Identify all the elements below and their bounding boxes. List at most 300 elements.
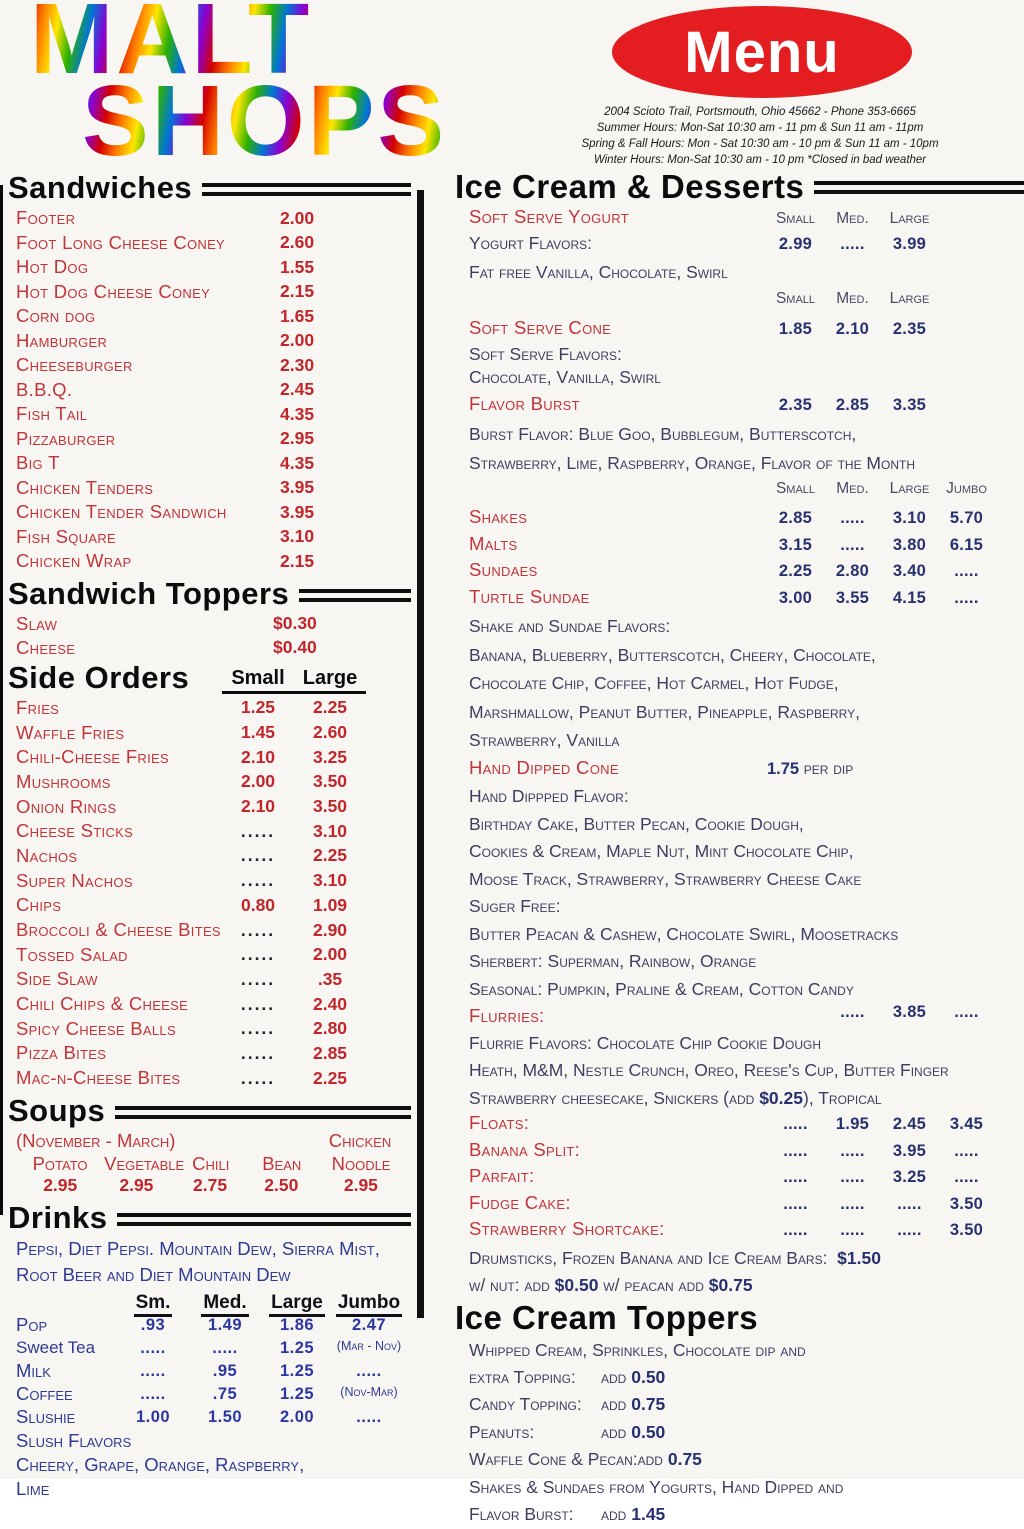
price-unit: per dip [803, 757, 854, 778]
item-price: 2.95 [280, 428, 315, 449]
item-name: Big T [16, 452, 60, 474]
price-jumbo: ..... [356, 1407, 382, 1426]
price: 3.10 [892, 509, 927, 527]
item-name: Tossed Salad [16, 943, 128, 965]
price: 3.55 [835, 588, 870, 607]
menu-item-row [8, 402, 411, 427]
menu-item-row [8, 720, 411, 745]
price: ..... [840, 1141, 865, 1160]
item-name: Chili Chips & Cheese [16, 993, 189, 1015]
drink-prices [117, 1316, 405, 1335]
item-prices [222, 697, 366, 718]
item-prices [222, 994, 366, 1015]
size-header: Med. [836, 210, 869, 227]
item-prices [767, 1221, 995, 1240]
add-word: add [601, 1504, 627, 1524]
item-name: Fries [16, 696, 60, 718]
price-small: ..... [240, 944, 276, 965]
price-sm: 1.00 [135, 1407, 171, 1426]
item-price: 1.65 [280, 305, 315, 326]
price: $0.25 [759, 1087, 803, 1108]
floats-row [455, 1112, 1024, 1139]
shakes-row [455, 506, 1024, 533]
soups-season-row [8, 1129, 411, 1153]
item-prices [767, 1003, 995, 1022]
flavor-line: Butter Peacan & Cashew, Chocolate Swirl, Moosetracks [469, 923, 899, 944]
price-large: 3.50 [312, 771, 348, 792]
topper-label: extra Topping: [469, 1366, 576, 1387]
drinks-title: Drinks [8, 1199, 108, 1235]
price-small: 2.10 [240, 796, 276, 817]
item-name: Chips [16, 894, 62, 916]
shop-logo [30, 0, 448, 177]
menu-item-row [8, 280, 411, 305]
price: 3.95 [892, 1141, 927, 1160]
item-price: 2.00 [280, 207, 315, 228]
price-med: ..... [212, 1338, 238, 1357]
price: ..... [954, 1168, 979, 1186]
soups-title: Soups [8, 1092, 106, 1128]
menu-item-row [8, 893, 411, 918]
price-large: 1.25 [279, 1384, 315, 1403]
flavor-line: Moose Track, Strawberry, Strawberry Cheese Cake [469, 868, 862, 889]
price-large: 2.90 [312, 919, 348, 940]
drink-name: Milk [16, 1360, 51, 1381]
price: 0.50 [631, 1421, 666, 1442]
hours-line: Summer Hours: Mon-Sat 10:30 am - 11 pm & Sun 11 am - 11pm [596, 122, 924, 134]
price: 3.99 [892, 234, 927, 253]
price: 6.15 [949, 535, 984, 554]
soup-price: 2.50 [264, 1174, 299, 1195]
item-name: Footer [16, 207, 76, 229]
item-name: Soft Serve Cone [469, 316, 612, 338]
menu-badge-label: Menu [684, 19, 840, 85]
item-name: Pizza Bites [16, 1042, 107, 1064]
item-prices [767, 562, 995, 581]
cone-size-header-row [455, 290, 1024, 317]
item-name: Cheeseburger [16, 354, 133, 376]
menu-item-row [8, 378, 411, 403]
soups-header [8, 1093, 411, 1129]
menu-item-row [8, 255, 411, 280]
price: 2.25 [778, 562, 813, 580]
menu-item-row [8, 967, 411, 992]
item-prices [767, 589, 995, 608]
price-small: ..... [240, 968, 276, 989]
cone-flavors-label: Soft Serve Flavors: [469, 344, 622, 364]
item-prices [222, 821, 366, 842]
flavor-line: Cookies & Cream, Maple Nut, Mint Chocolate Chip, [469, 841, 854, 861]
item-name: Hamburger [16, 329, 108, 351]
col-header-med: Med. [201, 1292, 248, 1317]
drinks-list [8, 1314, 411, 1429]
price: ..... [954, 1003, 979, 1021]
menu-item-row [8, 1016, 411, 1041]
item-prices [222, 747, 366, 768]
item-name: Flavor Burst [469, 393, 580, 414]
soup-price: 2.95 [43, 1174, 78, 1195]
item-prices [767, 320, 995, 339]
price-large: 2.60 [312, 722, 348, 743]
menu-item-row [8, 844, 411, 869]
item-name: Chicken Wrap [16, 550, 132, 572]
price-large: 3.10 [312, 870, 348, 891]
item-name: Cheese [16, 636, 76, 658]
price-small: 1.45 [240, 722, 276, 743]
drink-prices [117, 1408, 405, 1427]
flavor-line: Shake and Sundae Flavors: [469, 616, 671, 636]
sandwiches-header [8, 170, 411, 206]
price: 2.99 [778, 234, 813, 253]
price: 0.75 [631, 1394, 666, 1414]
menu-item-row [8, 451, 411, 476]
item-price: 2.00 [280, 330, 315, 351]
scan-artifact-strip [0, 185, 3, 1215]
price: $1.50 [837, 1247, 881, 1268]
toppers-list [455, 1364, 1024, 1474]
drink-row [8, 1406, 411, 1429]
price-large: 1.86 [279, 1315, 315, 1334]
price: 2.10 [835, 319, 870, 338]
yogurt-flavors-label: Yogurt Flavors: [469, 232, 592, 253]
flavor-line: Flurrie Flavors: Chocolate Chip Cookie Dough [469, 1032, 822, 1053]
shake-sundae-flavor-lines [455, 612, 1024, 755]
soup-price: 2.75 [193, 1174, 228, 1195]
size-headers [767, 210, 995, 228]
item-name: Banana Split: [469, 1138, 581, 1160]
drink-prices [117, 1339, 405, 1358]
topper-label: Candy Topping: [469, 1394, 582, 1414]
menu-item-row [8, 794, 411, 819]
left-column [8, 170, 411, 1501]
flavor-line: Chocolate Chip, Coffee, Hot Carmel, Hot Fudge, [469, 673, 839, 693]
price-small: ..... [240, 919, 276, 940]
soup-price: 2.95 [343, 1174, 378, 1195]
price-jumbo: 2.47 [351, 1315, 387, 1334]
hand-dipped-price [767, 758, 995, 779]
drink-prices [117, 1362, 405, 1381]
ice-cream-title: Ice Cream & Desserts [455, 168, 805, 205]
menu-item-row [8, 1066, 411, 1091]
item-price: 2.45 [280, 379, 315, 400]
price: $0.50 [554, 1274, 599, 1295]
item-prices [767, 1142, 995, 1161]
shop-address: 2004 Scioto Trail, Portsmouth, Ohio 45662 - Phone 353-6665 [604, 106, 916, 118]
menu-item-row [8, 918, 411, 943]
size-headers [767, 480, 995, 498]
menu-item-row [8, 636, 411, 660]
ice-cream-toppers-header [455, 1299, 1024, 1337]
side-orders-list [8, 696, 411, 1091]
double-rule [202, 183, 411, 196]
price: 5.70 [949, 509, 984, 527]
item-name: Mac-n-Cheese Bites [16, 1067, 181, 1089]
item-name: Super Nachos [16, 869, 133, 891]
price-large: 3.50 [312, 796, 348, 817]
price: 2.80 [835, 562, 870, 580]
price-sm: ..... [140, 1361, 166, 1380]
item-name: Broccoli & Cheese Bites [16, 919, 221, 941]
hand-dipped-row [455, 757, 1024, 784]
snickers-line [455, 1085, 1024, 1113]
item-price: $0.40 [273, 637, 317, 657]
price [767, 1003, 824, 1022]
burst-flavor-lines [455, 420, 1024, 478]
price-large: 1.25 [279, 1361, 315, 1380]
menu-item-row [8, 231, 411, 256]
price-large: 3.10 [312, 820, 348, 841]
topper-label: Waffle Cone & Pecan: [469, 1449, 638, 1469]
price-small: ..... [240, 870, 276, 891]
item-name: Floats: [469, 1112, 530, 1133]
item-name: Flurries: [469, 1005, 545, 1026]
slush-flavors-line: Lime [16, 1477, 50, 1499]
topper-label: Flavor Burst: [469, 1504, 574, 1524]
price: ..... [783, 1168, 808, 1186]
item-name: Waffle Fries [16, 721, 125, 743]
flavor-line: Strawberry, Lime, Raspberry, Orange, Flavor of the Month [469, 452, 916, 473]
menu-item-row [8, 819, 411, 844]
menu-item-row [8, 1041, 411, 1066]
soup-name: Noodle [331, 1152, 391, 1174]
price-large: 2.85 [312, 1042, 348, 1063]
add-word: add [637, 1449, 663, 1469]
text-segment: Strawberry cheesecake, Snickers (add [469, 1087, 760, 1108]
price-large: .35 [317, 968, 343, 989]
topper-row [455, 1391, 1024, 1419]
flavor-burst-row [455, 393, 1024, 420]
price: ..... [840, 535, 865, 554]
ice-cream-header [455, 168, 1024, 206]
item-prices [767, 1168, 995, 1187]
item-name: Hand Dipped Cone [469, 756, 619, 778]
menu-item-row [8, 942, 411, 967]
flurries-row [455, 1003, 1024, 1030]
price: 2.85 [778, 509, 813, 527]
logo-line-1: MALT [30, 0, 313, 95]
text-segment: w/ nut: add [469, 1274, 555, 1295]
cone-row [455, 317, 1024, 344]
item-prices [222, 796, 366, 817]
flavor-line: Strawberry, Vanilla [469, 730, 620, 750]
menu-item-row [8, 868, 411, 893]
soup-name: Chili [192, 1152, 230, 1174]
yogurt-price-row [455, 233, 1024, 260]
price-med: .95 [212, 1361, 238, 1380]
price: 3.50 [949, 1221, 984, 1239]
item-prices [767, 235, 995, 254]
cone-flavors: Chocolate, Vanilla, Swirl [469, 367, 661, 387]
price-small: ..... [240, 820, 276, 841]
menu-item-row [8, 476, 411, 501]
item-name: Malts [469, 532, 518, 554]
sandwich-toppers-list [8, 612, 411, 660]
shop-info [570, 104, 950, 168]
price-large: 2.00 [312, 944, 348, 965]
strawberry-shortcake-row [455, 1218, 1024, 1245]
flavor-line: Banana, Blueberry, Butterscotch, Cheery, Chocolate, [469, 644, 876, 665]
soups-prices-row [8, 1175, 411, 1196]
item-name: Turtle Sundae [469, 585, 590, 607]
flavor-line: Marshmallow, Peanut Butter, Pineapple, Raspberry, [469, 701, 860, 722]
col-header-sm: Sm. [134, 1292, 173, 1317]
item-price: $0.30 [273, 613, 317, 633]
price-med: 1.49 [207, 1315, 243, 1334]
soup-name-chicken: Chicken [328, 1129, 392, 1151]
menu-item-row [8, 427, 411, 452]
price-sm: ..... [140, 1384, 166, 1403]
price: 3.15 [778, 535, 813, 554]
topper-row [455, 1446, 1024, 1474]
drink-row [8, 1360, 411, 1383]
price: ..... [840, 1194, 865, 1213]
item-price: 3.10 [280, 526, 315, 547]
item-price: 2.60 [280, 232, 315, 253]
menu-item-row [8, 500, 411, 525]
flavor-line: Suger Free: [469, 896, 561, 916]
price: ..... [840, 234, 865, 253]
menu-item-row [8, 353, 411, 378]
parfait-row [455, 1165, 1024, 1192]
side-orders-header [8, 660, 411, 696]
drink-name: Slushie [16, 1406, 76, 1427]
price: 1.95 [835, 1115, 870, 1133]
menu-item-row [8, 745, 411, 770]
flavor-line: Burst Flavor: Blue Goo, Bubblegum, Butterscotch, [469, 423, 857, 444]
menu-item-row [8, 612, 411, 636]
price-small: ..... [240, 1042, 276, 1063]
size-headers [767, 290, 995, 308]
side-orders-title: Side Orders [8, 659, 190, 695]
item-name: Pizzaburger [16, 427, 116, 449]
price-small: ..... [240, 845, 276, 866]
price: 3.00 [778, 588, 813, 607]
item-prices [767, 536, 995, 555]
add-word: add [601, 1366, 627, 1387]
price: 2.35 [778, 396, 813, 414]
price: 0.75 [667, 1449, 702, 1469]
price-large: 1.25 [279, 1338, 315, 1357]
menu-item-row [8, 304, 411, 329]
soup-name: Bean [262, 1152, 302, 1174]
price: 3.50 [949, 1194, 984, 1213]
price: 3.85 [892, 1003, 927, 1021]
menu-item-row [8, 549, 411, 574]
flavor-line: Hand Dippped Flavor: [469, 786, 629, 806]
shakes-size-header-row [455, 480, 1024, 507]
topper-row [455, 1364, 1024, 1392]
add-word: add [601, 1394, 627, 1414]
sandwiches-list [8, 206, 411, 574]
price: ..... [897, 1221, 922, 1239]
item-name: Mushrooms [16, 770, 111, 792]
col-header-small: Small [222, 667, 294, 694]
item-prices [222, 771, 366, 792]
price: 2.45 [892, 1115, 927, 1133]
drink-name: Sweet Tea [16, 1338, 96, 1357]
drinks-header [8, 1200, 411, 1236]
double-rule [117, 1213, 411, 1226]
double-rule [115, 1106, 411, 1119]
flavor-line: Heath, M&M, Nestle Crunch, Oreo, Reese's Cup, Butter Finger [469, 1060, 949, 1080]
price-large: 2.25 [312, 1067, 348, 1088]
item-name: Foot Long Cheese Coney [16, 231, 226, 253]
toppers-intro: Whipped Cream, Sprinkles, Chocolate dip and [469, 1339, 806, 1360]
size-header: Small [775, 210, 816, 227]
drinks-col-headers [8, 1288, 411, 1314]
price-large: 2.40 [312, 993, 348, 1014]
price: 3.25 [892, 1168, 927, 1186]
price-large: 2.80 [312, 1018, 348, 1039]
item-prices [222, 895, 366, 916]
price-sm: ..... [140, 1338, 166, 1357]
size-header: Med. [836, 290, 869, 307]
item-name: Chicken Tender Sandwich [16, 501, 227, 523]
item-prices [222, 1043, 366, 1064]
add-word: add [601, 1421, 627, 1442]
soup-price: 2.95 [119, 1174, 154, 1195]
drinks-desc-line: Pepsi, Diet Pepsi. Mountain Dew, Sierra Mist, [16, 1237, 380, 1259]
col-header-jumbo: Jumbo [336, 1292, 402, 1317]
item-name: B.B.Q. [16, 378, 73, 400]
hand-dipped-flavor-lines [455, 783, 1024, 1003]
double-rule [299, 589, 411, 602]
sandwiches-title: Sandwiches [8, 170, 193, 205]
item-prices [767, 1115, 995, 1134]
price-large: 2.25 [312, 697, 348, 718]
price: 0.50 [631, 1366, 666, 1387]
size-header: Small [775, 479, 816, 497]
price-large: 1.09 [312, 894, 348, 915]
price: ..... [783, 1115, 808, 1133]
ice-cream-toppers-title: Ice Cream Toppers [455, 1298, 759, 1336]
item-name: Fudge Cake: [469, 1191, 571, 1213]
item-price: 2.30 [280, 354, 315, 375]
col-header-large: Large [269, 1292, 325, 1317]
item-price: 4.35 [280, 452, 315, 473]
price-jumbo: (Nov-Mar) [340, 1384, 398, 1399]
item-name: Chicken Tenders [16, 476, 154, 498]
turtle-sundae-row [455, 586, 1024, 613]
item-name: Onion Rings [16, 795, 117, 817]
item-prices [222, 920, 366, 941]
sandwich-toppers-title: Sandwich Toppers [8, 575, 290, 611]
price: 2.85 [835, 396, 870, 414]
slush-flavors-line: Cheery, Grape, Orange, Raspberry, [16, 1453, 305, 1475]
flavor-line: Sherbert: Superman, Rainbow, Orange [469, 951, 757, 971]
size-header: Large [889, 210, 930, 227]
menu-item-row [8, 696, 411, 721]
price: ..... [954, 588, 979, 607]
price: ..... [840, 1221, 865, 1239]
price: ..... [783, 1141, 808, 1160]
price: ..... [840, 1003, 865, 1021]
price: ..... [840, 1168, 865, 1186]
menu-item-row [8, 329, 411, 354]
sandwich-toppers-header [8, 576, 411, 612]
soup-name: Potato [32, 1152, 88, 1174]
price-large: 3.25 [312, 746, 348, 767]
col-header-large: Large [294, 667, 366, 694]
menu-item-row [8, 206, 411, 231]
price-sm: .93 [140, 1315, 166, 1334]
item-name: Strawberry Shortcake: [469, 1218, 665, 1239]
item-price: 4.35 [280, 403, 315, 424]
toppers-outro: Shakes & Sundaes from Yogurts, Hand Dipped and [469, 1476, 844, 1497]
size-header: Large [889, 290, 930, 307]
price: 1.45 [631, 1504, 666, 1524]
item-name: Parfait: [469, 1165, 535, 1186]
